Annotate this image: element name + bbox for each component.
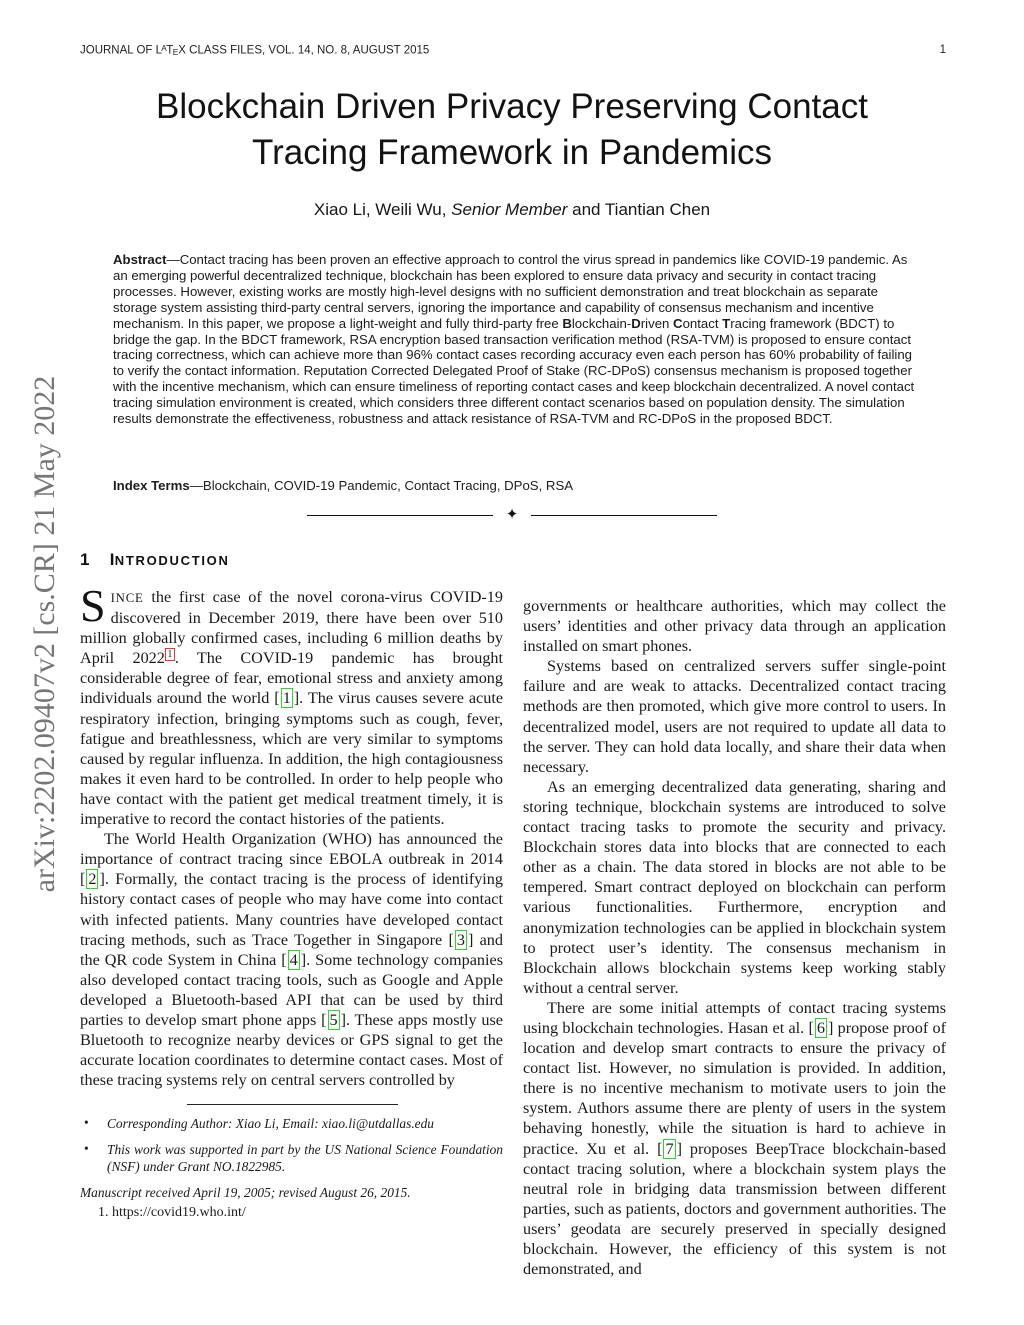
paragraph: governments or healthcare authorities, which may collect the users’ identities and other privacy data through an application installed on smart phones. [523,597,946,656]
footnote-corresponding-author [80,1116,503,1133]
paragraph: There are some initial attempts of contact tracing systems using blockchain technologies. Hasan et al. [ 6 ] propose proof of location and develop smart contracts to ensure the privacy of contact list. However, no simulation is provided. In addition, there is no incentive mechanism to motivate users to join the system. Authors assume there are plenty of users in the system behaving honestly, while the situation is hard to achieve in practice. Xu et al. [ 7 ] proposes BeepTrace blockchain-based contact tracing solution, where a blockchain system plays the neutral role in bridging data transmission between different parties, such as patients, doctors and government authorities. The users’ geodata are securely preserved in specially designed blockchain. However, the efficiency of this system is not demonstrated, and [523,998,947,1279]
footnote-rule [187,1104,398,1105]
paragraph: The World Health Organization (WHO) has announced the importance of contract tracing since EBOLA outbreak in 2014 [ 2 ]. Formally, the contact tracing is the process of identifying history contact cases of people who may have come into contact with infected patients. Many countries have developed contact tracing methods, such as Trace Together in Singapore [ 3 ] and the QR code System in China [ 4 ]. Some technology companies also developed contact tracing tools, such as Google and Apple developed a Bluetooth-based API that can be used by third parties to develop smart phone apps [ 5 ]. These apps mostly use Bluetooth to recognize nearby devices or GPS signal to get the accurate location coordinates to determine contact cases. Most of these tracing systems rely on central servers controlled by [80,830,503,1090]
section-separator [0,508,1024,523]
citation-link[interactable]: 4 [289,950,298,969]
citation-link[interactable]: 7 [665,1139,674,1158]
running-header [80,44,946,57]
left-column [80,550,503,1279]
footnote-url[interactable]: 1. https://covid19.who.int/ [98,1204,246,1220]
two-column-body [80,550,946,1279]
diamond-icon: ✦ [505,507,519,523]
abstract: Abstract—Contact tracing has been proven an effective approach to control the virus spread in pandemics like COVID-19 pandemic. As an emerging powerful decentralized technique, blockchain has been explored to ensure data privacy and security in contact tracing processes. However, existing works are mostly high-level designs with no sufficient demonstration and treat blockchain as separate storage system assisting third-party central servers, ignoring the importance and capability of consensus mechanism and incentive mechanism. In this paper, we propose a light-weight and fully third-party free Blockchain-Driven Contact Tracing framework (BDCT) to bridge the gap. In the BDCT framework, RSA encryption based transaction verification method (RSA-TVM) is proposed to ensure contact tracing correctness, which can achieve more than 96% contact cases recording accuracy even each person has 60% probability of failing to verify the contact information. Reputation Corrected Delegated Proof of Stake (RC-DPoS) consensus mechanism is proposed together with the incentive mechanism, which can ensure timeliness of reporting contact cases and keep blockchain decentralized. A novel contact tracing simulation environment is created, which considers three different contact scenarios based on population density. The simulation results demonstrate the effectiveness, robustness and attack resistance of RSA-TVM and RC-DPoS in the proposed BDCT. [113,252,915,427]
right-column [523,550,946,1279]
citation-link[interactable]: 5 [329,1010,338,1029]
footnote-text: Corresponding Author: Xiao Li, Email: xiao.li@utdallas.edu [107,1116,434,1132]
citation-link[interactable]: 2 [88,870,97,889]
drop-cap: S [80,580,106,631]
citation-link[interactable]: 3 [456,930,465,949]
arxiv-watermark: arXiv:2202.09407v2 [cs.CR] 21 May 2022 [28,375,61,893]
citation-link[interactable]: 6 [816,1018,825,1037]
separator-line-left [307,515,493,516]
footnote-funding [80,1142,503,1176]
index-terms: Index Terms—Blockchain, COVID-19 Pandemic, Contact Tracing, DPoS, RSA [113,478,574,493]
paragraph: As an emerging decentralized data generating, sharing and storing technique, blockchain systems are introduced to solve contact tracing tasks to promote the security and privacy. Blockchain stores data into blocks that are connected to each other as a chain. The data stored in blocks are not able to be tempered. Smart contract deployed on blockchain can perform various functionalities. Furthermore, encryption and anonymization technologies can be applied in blockchain system to protect user’s identity. The consensus mechanism in Blockchain allows blockchain systems keep working stably without a central server. [523,777,946,997]
manuscript-history: Manuscript received April 19, 2005; revised August 26, 2015. [80,1184,411,1200]
bullet-icon: • [84,1141,89,1157]
citation-link[interactable]: 1 [282,689,291,708]
authors-line: Xiao Li, Weili Wu, Senior Member and Tiantian Chen [313,200,711,219]
section-title-rest: NTRODUCTION [114,553,230,568]
section-title-initial: I [109,550,115,569]
page-number: 1 [939,44,946,56]
bullet-icon: • [84,1115,89,1131]
paper-title-line2: Tracing Framework in Pandemics [252,133,772,172]
footnote-text: This work was supported in part by the US National Science Foundation (NSF) under Grant NO.1822985. [107,1142,503,1174]
paragraph: Systems based on centralized servers suffer single-point failure and are weak to attacks. Decentralized contact tracing methods are then promoted, which give more control to users. In decentralized model, users are not required to update all data to the server. They can hold data locally, and share their data when necessary. [523,657,946,776]
section-number: 1 [80,550,90,569]
paper-title-line1: Blockchain Driven Privacy Preserving Contact [156,87,868,126]
section-heading-introduction [80,550,503,570]
footnote-block [80,1104,503,1220]
paper-title [0,84,1024,176]
paragraph: SINCE the first case of the novel corona-virus COVID-19 discovered in December 2019, there have been over 510 million globally confirmed cases, including 6 million deaths by April 2022 $^1$ . The COVID-19 pandemic has brought considerable degree of fear, emotional stress and anxiety among individuals around the world [ 1 ]. The virus causes severe acute respiratory infection, bringing symptoms such as cough, fever, fatigue and breathlessness, which are very similar to symptoms caused by regular influenza. In addition, the high contagiousness makes it even hard to be controlled. In order to help people who have contact with the patient get medical treatment timely, it is imperative to record the contact histories of the patients. [80,580,504,829]
journal-header: JOURNAL OF $L^ATEX$ CLASS FILES, VOL. 14, NO. 8, AUGUST 2015 [80,44,430,58]
separator-line-right [531,515,717,516]
footnote-marker-link[interactable]: 1 [165,648,175,661]
